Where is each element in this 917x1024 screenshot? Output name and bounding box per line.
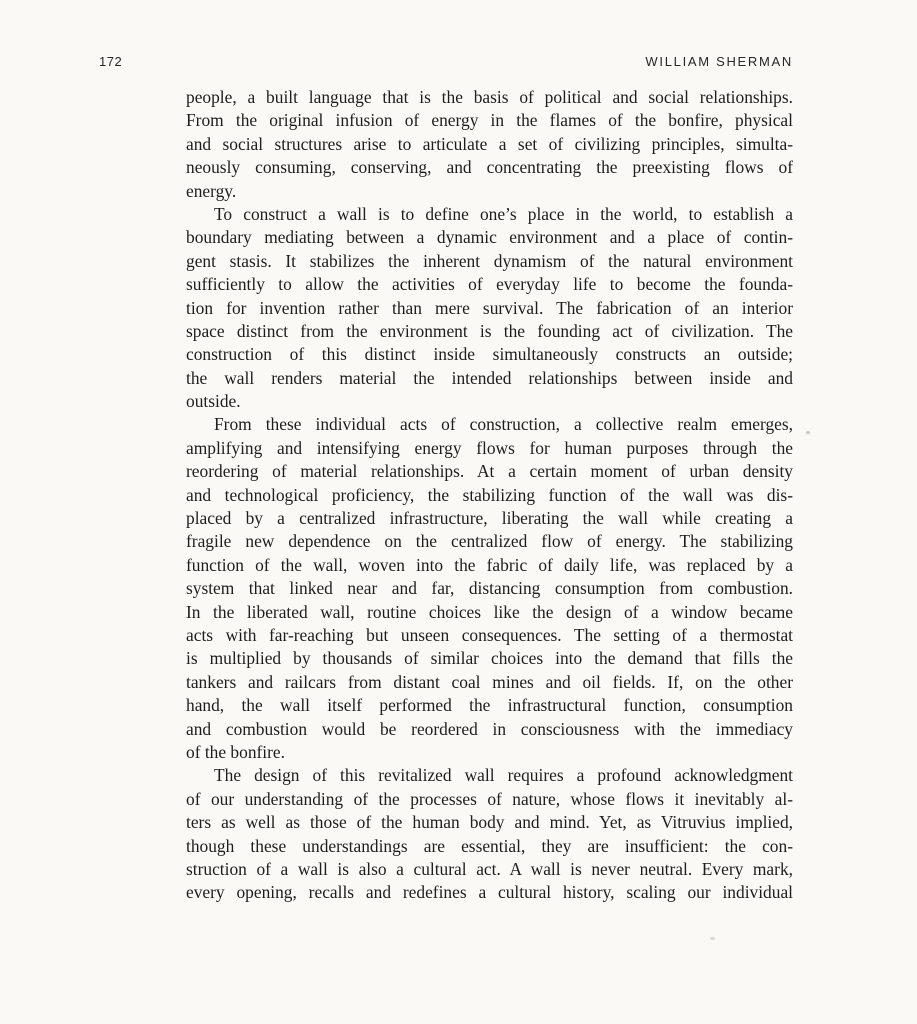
text-line: boundary mediating between a dynamic environment and a place of contin- xyxy=(186,227,793,248)
page-number: 172 xyxy=(99,54,123,69)
text-line: gent stasis. It stabilizes the inherent dynamism of the natural environment xyxy=(186,250,793,271)
text-line: From these individual acts of construction, a collective realm emerges, xyxy=(214,414,793,435)
paragraph xyxy=(186,86,793,203)
text-line: tankers and railcars from distant coal mines and oil fields. If, on the other xyxy=(186,671,793,692)
text-line: people, a built language that is the basis of political and social relationships. xyxy=(186,87,793,107)
text-line: In the liberated wall, routine choices like the design of a window became xyxy=(186,601,793,622)
text-line: of the bonfire. xyxy=(186,741,285,762)
text-line: hand, the wall itself performed the infrastructural function, consumption xyxy=(186,695,793,716)
text-line: struction of a wall is also a cultural act. A wall is never neutral. Every mark, xyxy=(186,858,793,879)
text-line: and social structures arise to articulate a set of civilizing principles, simulta- xyxy=(186,133,793,154)
paragraph xyxy=(186,203,793,414)
text-line: The design of this revitalized wall requires a profound acknowledgment xyxy=(214,765,793,786)
text-line: outside. xyxy=(186,391,241,412)
text-line: ters as well as those of the human body and mind. Yet, as Vitruvius implied, xyxy=(186,812,793,833)
text-line: the wall renders material the intended relationships between inside and xyxy=(186,367,793,388)
text-line: of our understanding of the processes of nature, whose flows it inevitably al- xyxy=(186,788,793,809)
text-line: every opening, recalls and redefines a cultural history, scaling our individual xyxy=(186,882,793,903)
text-line: construction of this distinct inside simultaneously constructs an outside; xyxy=(186,344,793,365)
body-text-block xyxy=(186,86,793,905)
text-line: reordering of material relationships. At a certain moment of urban density xyxy=(186,461,793,482)
text-line: neously consuming, conserving, and concentrating the preexisting flows of xyxy=(186,157,793,178)
text-line: function of the wall, woven into the fabric of daily life, was replaced by a xyxy=(186,554,793,575)
text-line: space distinct from the environment is the founding act of civilization. The xyxy=(186,320,793,341)
text-line: fragile new dependence on the centralized flow of energy. The stabilizing xyxy=(186,531,793,552)
text-line: energy. xyxy=(186,180,237,201)
text-line: system that linked near and far, distancing consumption from combustion. xyxy=(186,578,793,599)
paragraph xyxy=(186,764,793,904)
text-line: sufficiently to allow the activities of everyday life to become the founda- xyxy=(186,274,793,295)
text-line: From the original infusion of energy in the flames of the bonfire, physical xyxy=(186,110,793,131)
text-line: though these understandings are essential, they are insufficient: the con- xyxy=(186,835,793,856)
text-line: is multiplied by thousands of similar choices into the demand that fills the xyxy=(186,648,793,669)
text-line: amplifying and intensifying energy flows for human purposes through the xyxy=(186,437,793,458)
text-line: placed by a centralized infrastructure, liberating the wall while creating a xyxy=(186,508,793,529)
running-head xyxy=(99,54,793,69)
paragraph xyxy=(186,413,793,764)
text-line: and combustion would be reordered in consciousness with the immediacy xyxy=(186,718,793,739)
text-line: To construct a wall is to define one’s place in the world, to establish a xyxy=(214,203,793,224)
running-header-author: WILLIAM SHERMAN xyxy=(645,54,793,69)
text-line: and technological proficiency, the stabilizing function of the wall was dis- xyxy=(186,484,793,505)
text-line: tion for invention rather than mere survival. The fabrication of an interior xyxy=(186,297,793,318)
scan-speck xyxy=(806,431,810,434)
text-line: acts with far-reaching but unseen consequences. The setting of a thermostat xyxy=(186,624,793,645)
scan-speck xyxy=(710,937,715,940)
